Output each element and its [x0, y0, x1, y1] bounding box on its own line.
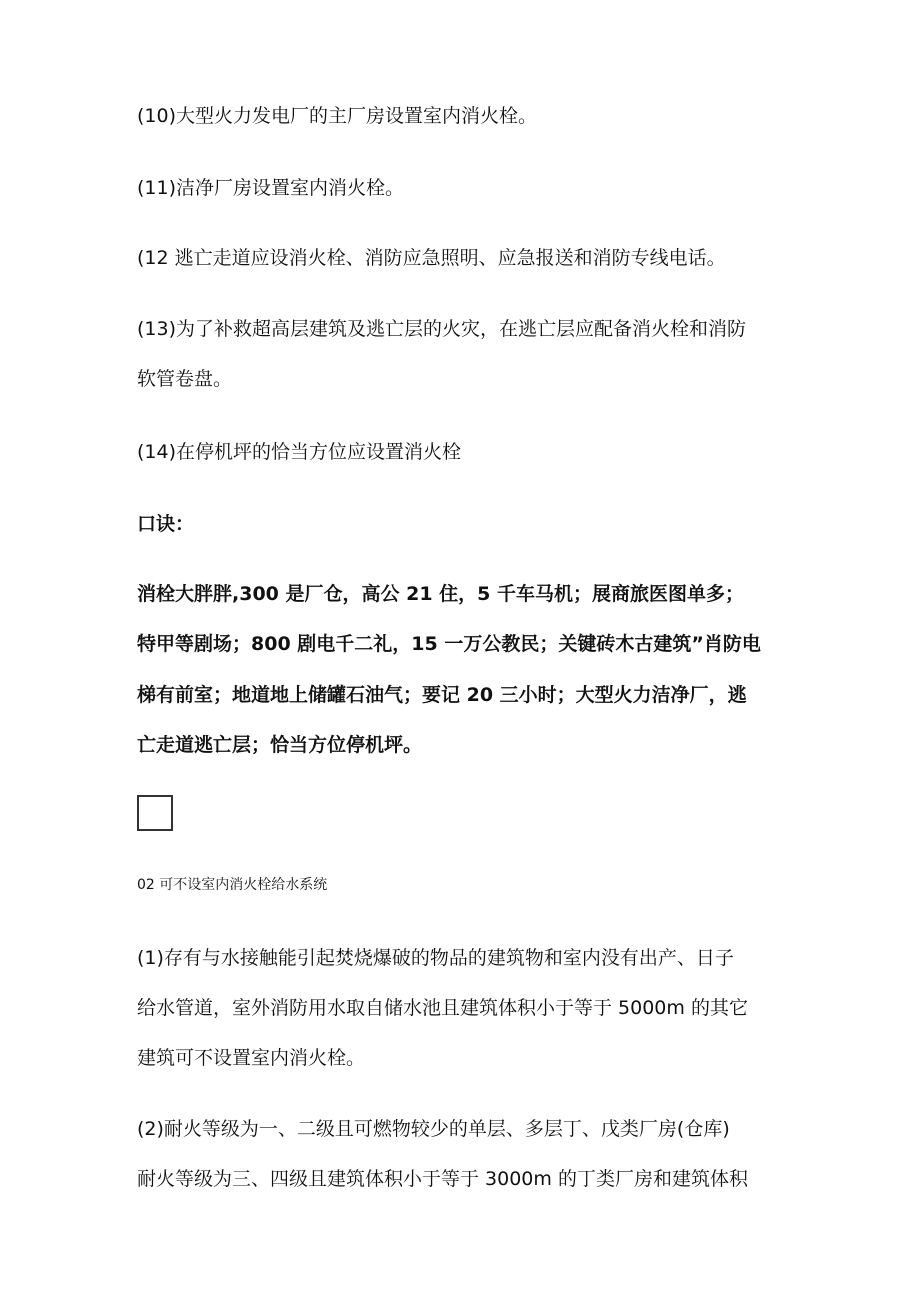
mnemonic-line-3: 梯有前室；地道地上储罐石油气；要记 20 三小时；大型火力洁净厂，逃: [137, 684, 747, 706]
item-13-line-2: 软管卷盘。: [137, 368, 233, 390]
mnemonic-line-2: 特甲等剧场；800 剧电千二礼，15 一万公教民；关键砖木古建筑”肖防电: [137, 633, 761, 655]
mnemonic-line-1: 消栓大胖胖,300 是厂仓，高公 21 住，5 千车马机；展商旅医图单多；: [137, 583, 744, 605]
item-12: (12 逃亡走道应设消火栓、消防应急照明、应急报送和消防专线电话。: [137, 247, 726, 269]
mnemonic-heading: 口诀：: [137, 513, 195, 535]
section-title: 02 可不设室内消火栓给水系统: [137, 877, 328, 893]
item-13-line-1: (13)为了补救超高层建筑及逃亡层的火灾，在逃亡层应配备消火栓和消防: [137, 318, 747, 340]
item-10: (10)大型火力发电厂的主厂房设置室内消火栓。: [137, 105, 538, 127]
paragraph-1-line-3: 建筑可不设置室内消火栓。: [137, 1047, 366, 1069]
checkbox[interactable]: [137, 795, 173, 831]
paragraph-2-line-1: (2)耐火等级为一、二级且可燃物较少的单层、多层丁、戊类厂房(仓库): [137, 1118, 730, 1140]
item-14: (14)在停机坪的恰当方位应设置消火栓: [137, 441, 462, 463]
mnemonic-line-4: 亡走道逃亡层；恰当方位停机坪。: [137, 734, 423, 756]
paragraph-2-line-2: 耐火等级为三、四级且建筑体积小于等于 3000m 的丁类厂房和建筑体积: [137, 1168, 748, 1190]
item-11: (11)洁净厂房设置室内消火栓。: [137, 177, 405, 199]
paragraph-1-line-2: 给水管道，室外消防用水取自储水池且建筑体积小于等于 5000m 的其它: [137, 997, 748, 1019]
paragraph-1-line-1: (1)存有与水接触能引起焚烧爆破的物品的建筑物和室内没有出产、日子: [137, 947, 734, 969]
